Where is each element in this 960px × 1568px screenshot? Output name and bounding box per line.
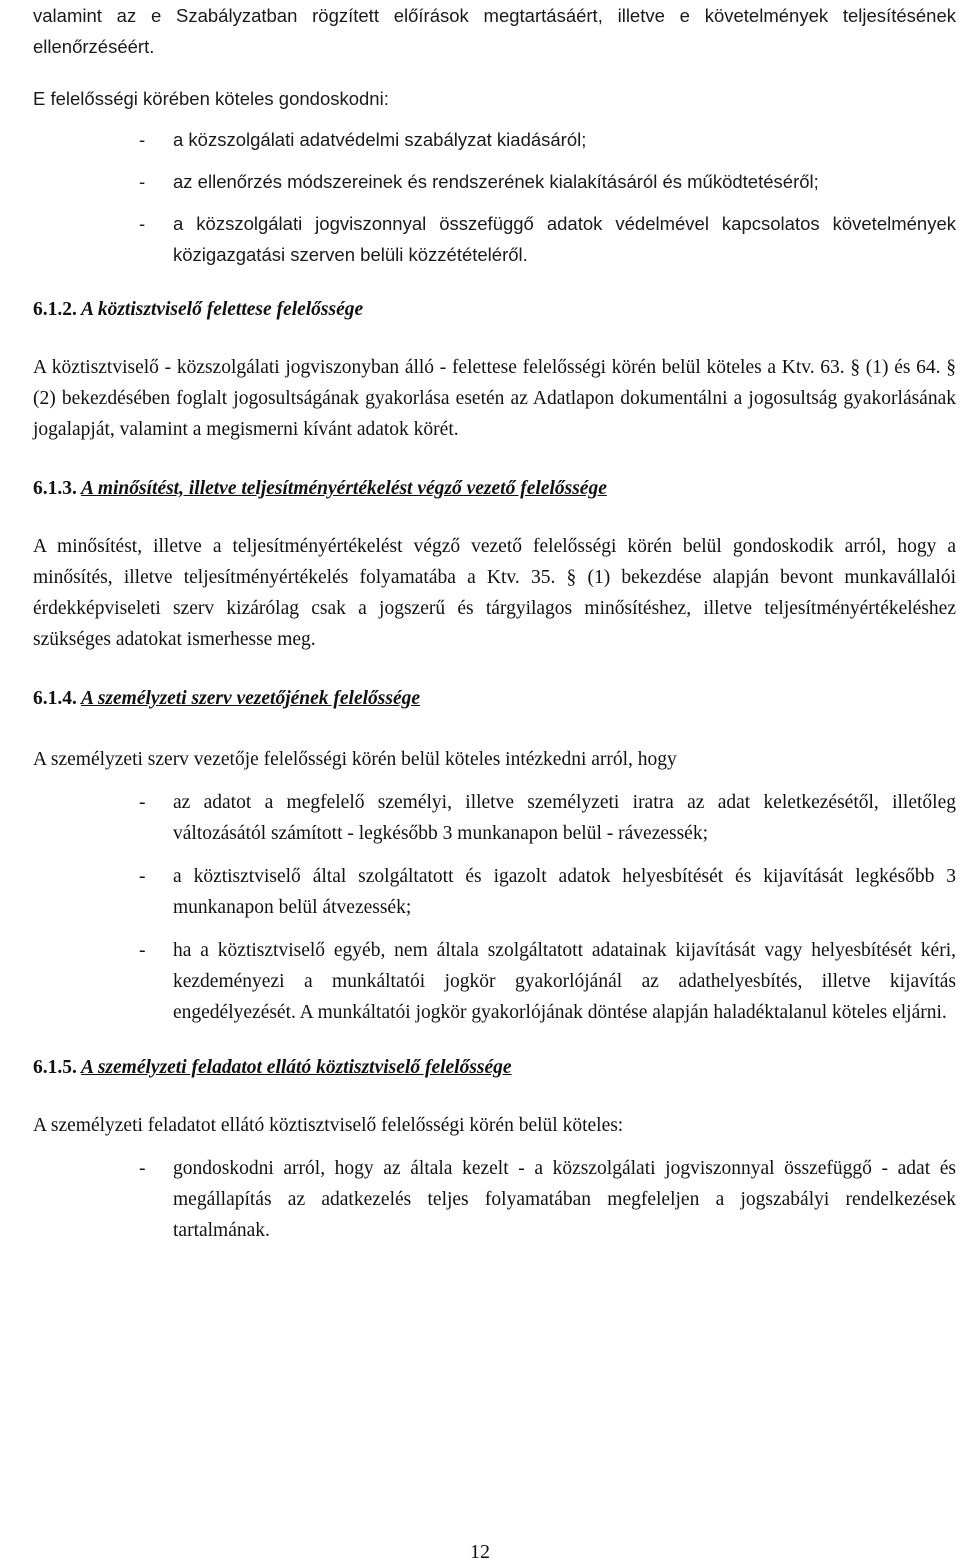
list-dash: - — [139, 940, 146, 961]
list-dash: - — [139, 792, 146, 813]
intro-continuation: valamint az e Szabályzatban rögzített előírások megtartásáért, illetve e követelmények teljesítésének ellenőrzéséért. — [33, 5, 956, 57]
section-heading-6-1-2: 6.1.2. A köztisztviselő felettese felelőssége — [33, 299, 364, 320]
section-6-1-5-list-item-1: - gondoskodni arról, hogy az általa kezelt - a közszolgálati jogviszonnyal összefüggő - adat és megállapítás az adatkezelés teljes folyamatában megfeleljen a jogszabályi rendelkezések tartalmának. — [33, 1153, 956, 1246]
section-body-6-1-3: A minősítést, illetve a teljesítményértékelést végző vezető felelősségi körén belül gondoskodik arról, hogy a minősítés, illetve teljesítményértékelés folyamatába a Ktv. 35. § (1) bekezdése alapján bevont munkavállalói érdekképviseleti szerv kizárólag csak a jogszerű és tárgyilagos minősítéshez, illetve teljesítményértékeléshez szükséges adatokat ismerhesse meg. — [33, 536, 956, 650]
section-6-1-4-list-item-2: - a köztisztviselő által szolgáltatott és igazolt adatok helyesbítését és kijavítását legkésőbb 3 munkanapon belül átvezessék; — [33, 861, 956, 923]
section-6-1-4-list-item-1: - az adatot a megfelelő személyi, illetve személyzeti iratra az adat keletkezésétől, illetőleg változásától számított - legkésőbb 3 munkanapon belül - rávezessék; — [33, 787, 956, 849]
section-6-1-4-list-item-3: - ha a köztisztviselő egyéb, nem általa szolgáltatott adatainak kijavítását vagy helyesbítését kéri, kezdeményezi a munkáltatói jogkör gyakorlójánál az adathelyesbítés, illetve kijavítás engedélyezését. A munkáltatói jogkör gyakorlójának döntése alapján haladéktalanul köteles eljárni. — [33, 935, 956, 1028]
page-number: 12 — [470, 1541, 490, 1563]
section-body-6-1-2: A köztisztviselő - közszolgálati jogviszonyban álló - felettese felelősségi körén belül köteles a Ktv. 63. § (1) és 64. § (2) bekezdésében foglalt jogosultságának gyakorlása esetén az Adatlapon dokumentálni a jogosultság gyakorlásának jogalapját, valamint a megismerni kívánt adatok körét. — [33, 357, 956, 440]
intro-list-item-2: - az ellenőrzés módszereinek és rendszerének kialakításáról és működtetéséről; — [33, 166, 956, 197]
section-heading-6-1-3: 6.1.3. A minősítést, illetve teljesítményértékelést végző vezető felelőssége — [33, 478, 607, 499]
section-body-6-1-4: A személyzeti szerv vezetője felelősségi körén belül köteles intézkedni arról, hogy — [33, 749, 677, 770]
intro-lead: E felelősségi körében köteles gondoskodni: — [33, 88, 389, 109]
list-dash: - — [139, 866, 146, 887]
list-dash: - — [139, 1158, 146, 1179]
intro-list-item-1: - a közszolgálati adatvédelmi szabályzat kiadásáról; — [33, 124, 956, 155]
section-heading-6-1-5: 6.1.5. A személyzeti feladatot ellátó köztisztviselő felelőssége — [33, 1057, 512, 1078]
list-dash: - — [139, 171, 146, 192]
list-dash: - — [139, 213, 146, 234]
section-body-6-1-5: A személyzeti feladatot ellátó köztisztviselő felelősségi körén belül köteles: — [33, 1115, 624, 1136]
section-heading-6-1-4: 6.1.4. A személyzeti szerv vezetőjének felelőssége — [33, 688, 421, 709]
intro-list-item-3: - a közszolgálati jogviszonnyal összefüggő adatok védelmével kapcsolatos követelmények közigazgatási szerven belüli közzétételéről. — [33, 208, 956, 270]
intro-block — [33, 0, 956, 270]
list-dash: - — [139, 129, 146, 150]
document-page — [33, 0, 956, 1246]
